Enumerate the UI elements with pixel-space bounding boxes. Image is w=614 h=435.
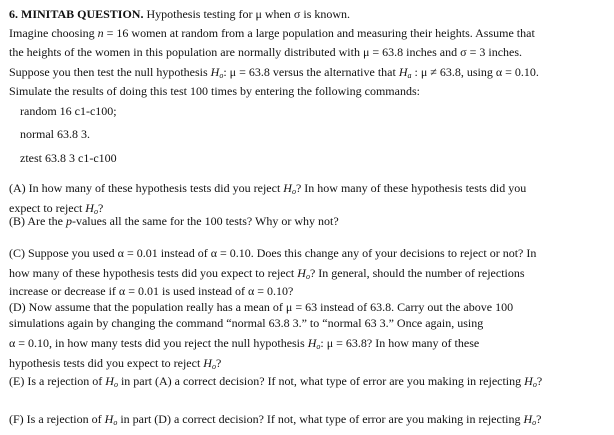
part-d-line-1: (D) Now assume that the population really has a mean of μ = 63 instead of 63.8. Carry out the above 100: [9, 300, 514, 314]
intro-line-2: the heights of the women in this population are normally distributed with μ = 63.8 inches and σ = 3 inches.: [9, 45, 523, 59]
command-line: ztest 63.8 3 c1-c100: [20, 151, 117, 165]
intro-line-4: Simulate the results of doing this test 100 times by entering the following commands:: [9, 84, 420, 98]
part-d-line-3: α = 0.10, in how many tests did you reject the null hypothesis $H_o$: μ = 63.8? In how many of these: [9, 336, 480, 351]
part-c-line-2: how many of these hypothesis tests did you expect to reject $H_o$? In general, should the number of rejections: [9, 266, 525, 281]
part-a-line-1: (A) In how many of these hypothesis tests did you reject $H_o$? In how many of these hypothesis tests did you: [9, 181, 527, 196]
part-d-line-2: simulations again by changing the command “normal 63.8 3.” to “normal 63 3.” Once again, using: [9, 316, 484, 330]
command-line: normal 63.8 3.: [20, 127, 90, 141]
command-line: random 16 c1-c100;: [20, 104, 117, 118]
part-c-line-1: (C) Suppose you used α = 0.01 instead of α = 0.10. Does this change any of your decisions to reject or not? In: [9, 246, 537, 260]
part-a-line-2: expect to reject $H_o$?: [9, 201, 104, 216]
part-b: (B) Are the p-values all the same for the 100 tests? Why or why not?: [9, 214, 339, 228]
part-e: (E) Is a rejection of $H_o$ in part (A) a correct decision? If not, what type of error are you making in rejecting $H_o$?: [9, 374, 543, 389]
intro-line-3: Suppose you then test the null hypothesis $H_o$: μ = 63.8 versus the alternative that $H_a$ : μ ≠ 63.8, using α = 0.10.: [9, 65, 539, 80]
intro-line-1: Imagine choosing n = 16 women at random from a large population and measuring their heights. Assume that: [9, 26, 535, 40]
question-heading: 6. MINITAB QUESTION. Hypothesis testing for μ when σ is known.: [9, 7, 351, 21]
part-d-line-4: hypothesis tests did you expect to reject $H_o$?: [9, 356, 222, 371]
part-c-line-3: increase or decrease if α = 0.01 is used instead of α = 0.10?: [9, 284, 294, 298]
part-f: (F) Is a rejection of $H_o$ in part (D) a correct decision? If not, what type of error are you making in rejecting $H_o$?: [9, 412, 542, 427]
